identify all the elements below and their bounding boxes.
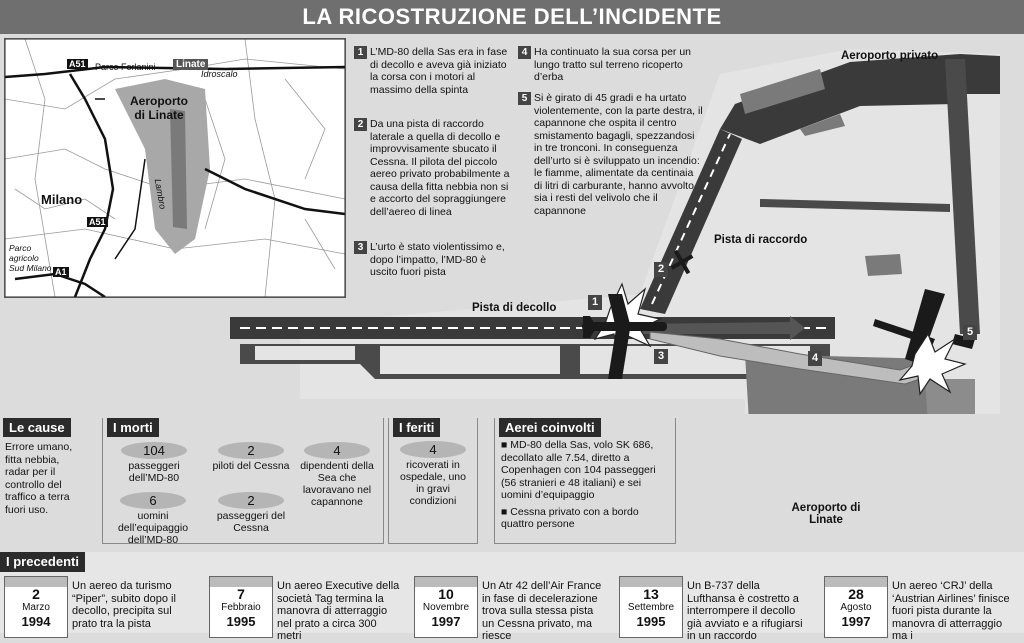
- marker-5: 5: [963, 325, 977, 340]
- marker-4: 4: [808, 351, 822, 366]
- precedente-2: 7 Febbraio 1995 Un aereo Executive della società Tag termina la manovra di atterraggio nel prato a circa 300 metri: [205, 572, 407, 633]
- precedente-1: 2 Marzo 1994 Un aereo da turismo “Piper”, subito dopo il decollo, precipita sul prato tra la pista: [0, 572, 202, 633]
- panel-cause-text: Errore umano, fitta nebbia, radar per il controllo del traffico a terra fuori uso.: [5, 441, 73, 516]
- precedente-4: 13 Settembre 1995 Un B-737 della Lufthansa è costretto a interrompere il decollo già avviato e a rifugiarsi in un raccordo: [615, 572, 817, 633]
- step-1: 1 L’MD-80 della Sas era in fase di decollo e aveva già iniziato la corsa con i motori al massimo della spinta: [354, 46, 514, 96]
- panel-aerei-title: Aerei coinvolti: [499, 418, 601, 437]
- step-4: 4 Ha continuato la sua corsa per un lungo tratto sul terreno ricoperto d’erba: [518, 46, 718, 84]
- calendar-icon: 10 Novembre 1997: [414, 576, 478, 638]
- aerei-item-2: ■ Cessna privato con a bordo quattro persone: [501, 505, 639, 530]
- label-aeroporto-privato: Aeroporto privato: [841, 50, 939, 62]
- precedenti-header: [0, 552, 1024, 572]
- morti-item-4: 6 uomini dell’equipaggio dell’MD-80: [117, 493, 189, 546]
- step-5: 5 Si è girato di 45 gradi e ha urtato violentemente, con la parte destra, il capannone che ospita il centro smistamento bagagli, spezzandosi in tre tronconi. In conseguenza dell’urto si è sviluppato un incendio: le fiamme, alimentate da centinaia di litri di carburante, hanno avvolto sia i resti del velivolo che il capannone: [518, 92, 708, 217]
- calendar-icon: 28 Agosto 1997: [824, 576, 888, 638]
- panel-feriti-title: I feriti: [393, 418, 440, 437]
- panel-aerei: [494, 418, 676, 544]
- morti-item-2: 2 piloti del Cessna: [212, 443, 290, 472]
- map-airport-name: Aeroporto di Linate: [130, 94, 188, 122]
- label-pista-raccordo: Pista di raccordo: [714, 234, 808, 246]
- panel-cause-title: Le cause: [3, 418, 71, 437]
- aerei-item-1: ■ MD-80 della Sas, volo SK 686, decollato alle 7.54, diretto a Copenhagen con 104 passeggeri (56 stranieri e 48 italiani) e sei uomini d’equipaggio: [501, 439, 656, 501]
- calendar-icon: 2 Marzo 1994: [4, 576, 68, 638]
- map-label-parco: Parco agricolo Sud Milano: [9, 243, 52, 273]
- label-pista-decollo: Pista di decollo: [472, 302, 557, 314]
- marker-1: 1: [588, 295, 602, 310]
- step-3: 3 L’urto è stato violentissimo e, dopo l’impatto, l’MD-80 è uscito fuori pista: [354, 241, 514, 279]
- morti-item-3: 4 dipendenti della Sea che lavoravano nel capannone: [300, 443, 374, 508]
- title-bar: [0, 0, 1024, 34]
- label-aeroporto-linate: Aeroporto di Linate: [791, 502, 861, 526]
- locator-map: Parco Forlanini Linate Idroscalo Aeroporto di Linate Milano Lambro Parco agricolo Sud Milano A51 A51 A1: [4, 38, 346, 298]
- calendar-icon: 7 Febbraio 1995: [209, 576, 273, 638]
- morti-item-1: 104 passeggeri dell’MD-80: [109, 442, 199, 484]
- feriti-label: ricoverati in ospedale, uno in gravi condizioni: [400, 459, 466, 507]
- precedenti-row: [0, 572, 1024, 642]
- page-title: LA RICOSTRUZIONE DELL’INCIDENTE: [302, 4, 722, 29]
- panel-morti: [102, 418, 384, 544]
- precedente-5: 28 Agosto 1997 Un aereo ‘CRJ’ della ‘Austrian Airlines’ finisce fuori pista durante la manovra di atterraggio ma i: [820, 572, 1022, 633]
- marker-2: 2: [654, 262, 668, 277]
- precedenti-title: I precedenti: [0, 552, 85, 572]
- panel-cause: [3, 418, 75, 520]
- marker-3: 3: [654, 349, 668, 364]
- precedente-3: 10 Novembre 1997 Un Atr 42 dell’Air France in fase di decelerazione trova sulla stessa pista un Cessna privato, ma riesce: [410, 572, 612, 633]
- calendar-icon: 13 Settembre 1995: [619, 576, 683, 638]
- feriti-value: 4: [400, 441, 466, 458]
- step-2: 2 Da una pista di raccordo laterale a quella di decollo e improvvisamente sbucato il Cessna. Il pilota del piccolo aereo privato probabilmente a causa della fitta nebbia non si e accorto del sopraggiungere dell’aereo di linea: [354, 118, 514, 218]
- map-drawing: [5, 39, 345, 297]
- map-label-milano: Milano: [41, 192, 83, 207]
- panel-feriti: [388, 418, 478, 544]
- morti-item-5: 2 passeggeri del Cessna: [216, 493, 286, 534]
- panel-morti-title: I morti: [107, 418, 159, 437]
